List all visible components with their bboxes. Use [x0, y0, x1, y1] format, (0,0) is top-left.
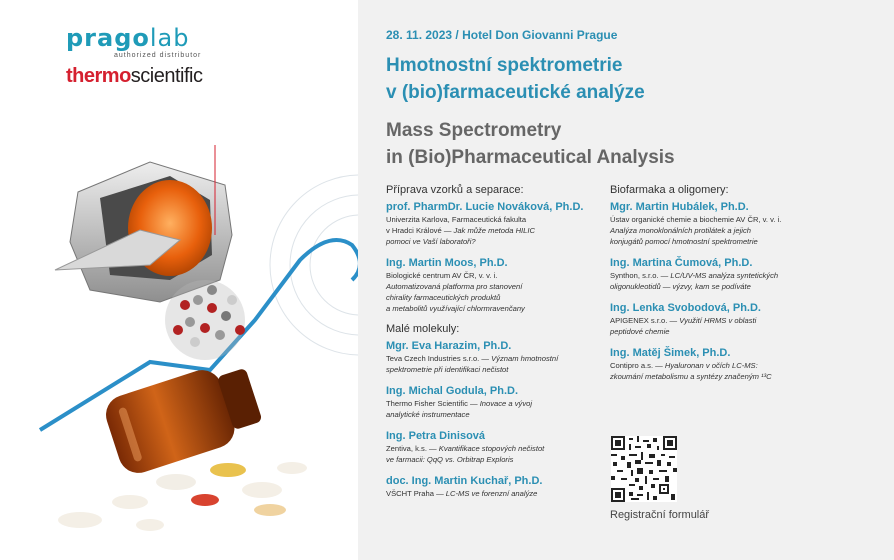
- pills: [58, 462, 307, 531]
- speaker-item: [386, 200, 598, 247]
- speaker-item: [610, 200, 830, 247]
- event-date-venue: 28. 11. 2023 / Hotel Don Giovanni Prague: [386, 28, 618, 42]
- talk-title: Automatizovaná platforma pro stanovení: [386, 282, 523, 291]
- talk-title: — Jak může metoda HILIC: [441, 226, 535, 235]
- talk-title: — Inovace a vývoj: [467, 399, 533, 408]
- talk-title: — LC/UV-MS analýza syntetických: [658, 271, 779, 280]
- ion-source-device: [55, 145, 232, 302]
- speaker-affiliation: Teva Czech Industries s.r.o.: [386, 354, 480, 363]
- talk-title: — Hyaluronan v očích LC-MS:: [653, 361, 758, 370]
- talk-title: — Význam hmotnostní: [479, 354, 559, 363]
- talk-title: chirality farmaceutických produktů: [386, 293, 501, 302]
- decor-circles: [270, 175, 358, 355]
- speaker-affiliation: v Hradci Králové: [386, 226, 442, 235]
- talk-title: peptidové chemie: [610, 327, 670, 336]
- speaker-item: [386, 384, 598, 420]
- section-heading: Příprava vzorků a separace:: [386, 184, 524, 196]
- speaker-name: Mgr. Eva Harazim, Ph.D.: [386, 340, 512, 352]
- speaker-name: Ing. Michal Godula, Ph.D.: [386, 385, 519, 397]
- talk-title: pomoci ve Vaší laboratoři?: [386, 237, 476, 246]
- ms-illustration: [0, 130, 358, 560]
- speaker-item: [610, 301, 830, 337]
- title-english-line1: Mass Spectrometry: [386, 120, 562, 141]
- talk-title: oligonukleotidů — výzvy, kam se podíváte: [610, 282, 751, 291]
- scientific-logo-part: scientific: [130, 65, 203, 87]
- speaker-name: Ing. Martina Čumová, Ph.D.: [610, 257, 753, 269]
- talk-title: — LC-MS ve forenzní analýze: [433, 489, 538, 498]
- title-czech-line2: v (bio)farmaceutické analýze: [386, 82, 645, 103]
- speaker-affiliation: APIGENEX s.r.o.: [610, 316, 668, 325]
- pragolab-logo: [66, 26, 201, 59]
- talk-title: — Kvantifikace stopových nečistot: [426, 444, 545, 453]
- speaker-name: Ing. Matěj Šimek, Ph.D.: [610, 347, 731, 359]
- speaker-item: [386, 339, 598, 375]
- section-heading: Malé molekuly:: [386, 323, 460, 335]
- pill-bottle: [101, 356, 266, 478]
- left-panel: [0, 0, 358, 560]
- talk-title: spektrometrie při identifikaci nečistot: [386, 365, 509, 374]
- speaker-name: Ing. Martin Moos, Ph.D.: [386, 257, 508, 269]
- speaker-affiliation: Synthon, s.r.o.: [610, 271, 659, 280]
- pragolab-logo-text-a: prago: [66, 24, 150, 52]
- program-column-2: [610, 184, 830, 391]
- title-english: [386, 117, 675, 171]
- program-column-1: [386, 184, 598, 508]
- title-english-line2: in (Bio)Pharmaceutical Analysis: [386, 147, 675, 168]
- talk-title: konjugátů pomocí hmotnostní spektrometrie: [610, 237, 758, 246]
- speaker-name: prof. PharmDr. Lucie Nováková, Ph.D.: [386, 201, 584, 213]
- speaker-item: [386, 429, 598, 465]
- molecule-cluster: [165, 280, 245, 360]
- speaker-name: doc. Ing. Martin Kuchař, Ph.D.: [386, 475, 543, 487]
- talk-title: ve farmacii: QqQ vs. Orbitrap Exploris: [386, 455, 514, 464]
- speaker-item: [610, 346, 830, 382]
- speaker-affiliation: Biologické centrum AV ČR, v. v. i.: [386, 271, 498, 280]
- speaker-item: [386, 256, 598, 314]
- speaker-affiliation: Thermo Fisher Scientific: [386, 399, 468, 408]
- title-czech: [386, 52, 645, 106]
- speaker-affiliation: Univerzita Karlova, Farmaceutická fakulta: [386, 215, 527, 224]
- registration-qr-code[interactable]: [611, 436, 677, 502]
- title-czech-line1: Hmotnostní spektrometrie: [386, 55, 623, 76]
- talk-title: analytické instrumentace: [386, 410, 470, 419]
- speaker-name: Ing. Lenka Svobodová, Ph.D.: [610, 302, 761, 314]
- talk-title: a metabolitů využívající chlormravenčany: [386, 304, 525, 313]
- section-heading: Biofarmaka a oligomery:: [610, 184, 729, 196]
- speaker-affiliation: VŠCHT Praha: [386, 489, 434, 498]
- pragolab-logo-text-b: lab: [149, 24, 190, 52]
- pragolab-subtitle: authorized distributor: [114, 52, 202, 59]
- speaker-affiliation: Ústav organické chemie a biochemie AV ČR, v. v. i.: [610, 215, 782, 224]
- qr-modules: [611, 436, 677, 502]
- talk-title: — Využití HRMS v oblasti: [667, 316, 757, 325]
- speaker-name: Ing. Petra Dinisová: [386, 430, 486, 442]
- talk-title: Analýza monoklonálních protilátek a jejich: [610, 226, 751, 235]
- talk-title: zkoumání metabolismu a syntézy značeným ¹³C: [610, 372, 772, 381]
- speaker-affiliation: Contipro a.s.: [610, 361, 654, 370]
- speaker-item: [386, 474, 598, 499]
- thermo-logo-part: thermo: [66, 65, 131, 87]
- speaker-affiliation: Zentiva, k.s.: [386, 444, 427, 453]
- speaker-name: Mgr. Martin Hubálek, Ph.D.: [610, 201, 749, 213]
- thermo-scientific-logo: [66, 66, 203, 86]
- speaker-item: [610, 256, 830, 292]
- qr-code-label: Registrační formulář: [610, 509, 710, 521]
